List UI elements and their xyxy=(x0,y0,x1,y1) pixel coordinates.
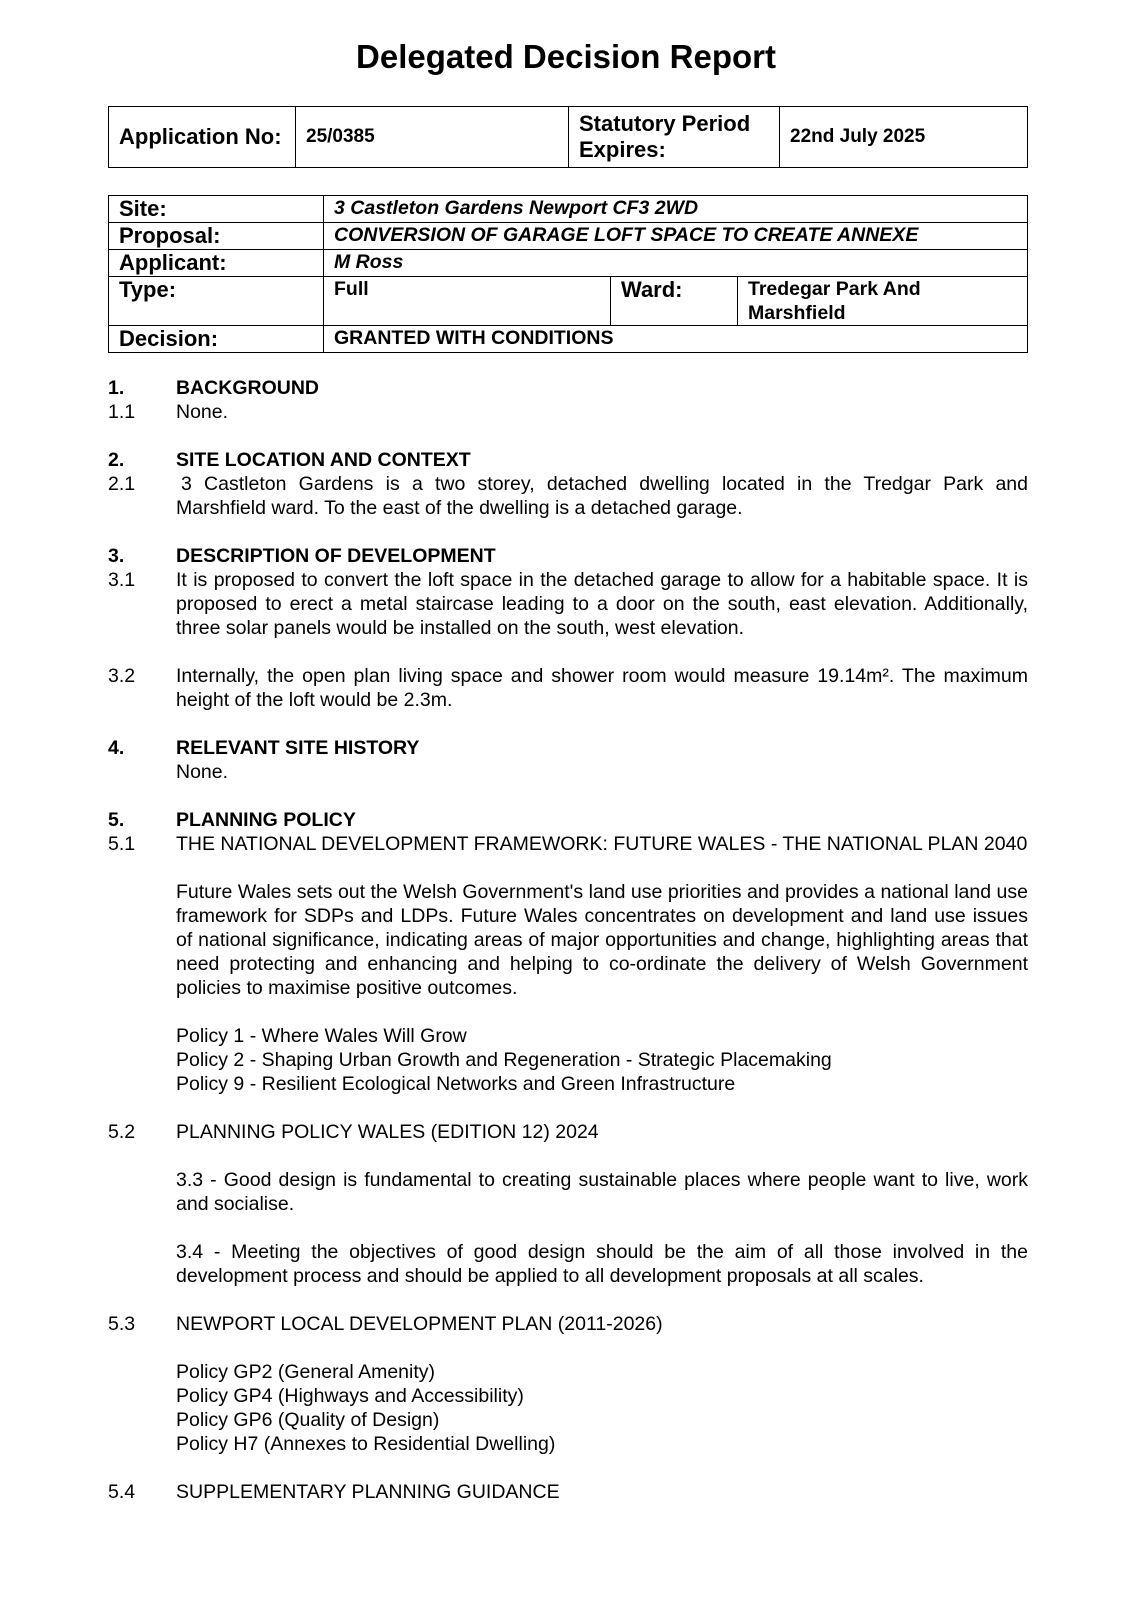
paragraph-5-1-body: Future Wales sets out the Welsh Government's land use priorities and provides a national land use framework for SDPs and LDPs. Future Wales concentrates on development and land use issues of national significance, indicating areas of major opportunities and change, highlighting areas that need protecting and enhancing and helping to co-ordinate the delivery of Welsh Government policies to maximise positive outcomes. xyxy=(176,881,1028,999)
section-number: 1. xyxy=(108,377,125,399)
section-heading-background: BACKGROUND xyxy=(176,377,319,399)
section-heading-description: DESCRIPTION OF DEVELOPMENT xyxy=(176,545,496,567)
paragraph-number: 2.1 xyxy=(108,473,136,495)
decision-value: GRANTED WITH CONDITIONS xyxy=(324,326,1028,353)
statutory-period-date: 22nd July 2025 xyxy=(780,107,1028,168)
paragraph-5-3-heading: NEWPORT LOCAL DEVELOPMENT PLAN (2011-2026) xyxy=(176,1313,663,1335)
proposal-label: Proposal: xyxy=(109,223,324,250)
paragraph-number: 1.1 xyxy=(108,401,136,423)
section-number: 3. xyxy=(108,545,125,567)
paragraph-5-2-b: 3.4 - Meeting the objectives of good design should be the aim of all those involved in the development process and should be applied to all development proposals at all scales. xyxy=(176,1241,1028,1287)
paragraph-number: 5.1 xyxy=(108,833,136,855)
policy-item: Policy GP6 (Quality of Design) xyxy=(176,1409,440,1431)
paragraph-2-1: 3 Castleton Gardens is a two storey, detached dwelling located in the Tredgar Park and Marshfield ward. To the east of the dwelling is a detached garage. xyxy=(176,473,1028,519)
section-heading-planning-policy: PLANNING POLICY xyxy=(176,809,356,831)
section-number: 2. xyxy=(108,449,125,471)
report-body xyxy=(108,376,1028,1504)
policy-item: Policy GP4 (Highways and Accessibility) xyxy=(176,1385,524,1407)
application-info-table xyxy=(108,195,1028,353)
paragraph-number: 5.3 xyxy=(108,1313,136,1335)
paragraph-5-4-heading: SUPPLEMENTARY PLANNING GUIDANCE xyxy=(176,1481,560,1503)
paragraph-number: 3.1 xyxy=(108,569,136,591)
applicant-value: M Ross xyxy=(324,250,1028,277)
section-number: 5. xyxy=(108,809,125,831)
statutory-period-label: Statutory Period Expires: xyxy=(569,107,780,168)
page-title: Delegated Decision Report xyxy=(356,38,776,75)
paragraph-3-2: Internally, the open plan living space and shower room would measure 19.14m². The maximum height of the loft would be 2.3m. xyxy=(176,665,1028,711)
proposal-value: CONVERSION OF GARAGE LOFT SPACE TO CREATE ANNEXE xyxy=(324,223,1028,250)
ward-value: Tredegar Park And Marshfield xyxy=(738,277,1028,326)
policy-item: Policy H7 (Annexes to Residential Dwelling) xyxy=(176,1433,556,1455)
paragraph-5-1-heading: THE NATIONAL DEVELOPMENT FRAMEWORK: FUTURE WALES - THE NATIONAL PLAN 2040 xyxy=(176,833,1028,855)
paragraph-number: 5.2 xyxy=(108,1121,136,1143)
application-header-table xyxy=(108,106,1028,168)
policy-item: Policy GP2 (General Amenity) xyxy=(176,1361,436,1383)
paragraph-5-2-a: 3.3 - Good design is fundamental to creating sustainable places where people want to live, work and socialise. xyxy=(176,1169,1028,1215)
paragraph-5-2-heading: PLANNING POLICY WALES (EDITION 12) 2024 xyxy=(176,1121,599,1143)
section-heading-site-history: RELEVANT SITE HISTORY xyxy=(176,737,420,759)
section-number: 4. xyxy=(108,737,125,759)
type-value: Full xyxy=(324,277,611,326)
decision-label: Decision: xyxy=(109,326,324,353)
paragraph-number: 3.2 xyxy=(108,665,136,687)
site-value: 3 Castleton Gardens Newport CF3 2WD xyxy=(324,196,1028,223)
site-label: Site: xyxy=(109,196,324,223)
type-label: Type: xyxy=(109,277,324,326)
policy-item: Policy 9 - Resilient Ecological Networks and Green Infrastructure xyxy=(176,1073,736,1095)
applicant-label: Applicant: xyxy=(109,250,324,277)
application-no-value: 25/0385 xyxy=(296,107,569,168)
policy-item: Policy 2 - Shaping Urban Growth and Regeneration - Strategic Placemaking xyxy=(176,1049,832,1071)
paragraph-1-1: None. xyxy=(176,401,229,423)
paragraph-3-1: It is proposed to convert the loft space in the detached garage to allow for a habitable space. It is proposed to erect a metal staircase leading to a door on the south, east elevation. Additionally, three solar panels would be installed on the south, west elevation. xyxy=(176,569,1028,639)
site-history-text: None. xyxy=(176,761,229,783)
section-heading-site-location: SITE LOCATION AND CONTEXT xyxy=(176,449,471,471)
application-no-label: Application No: xyxy=(109,107,296,168)
ward-label: Ward: xyxy=(611,277,738,326)
paragraph-number: 5.4 xyxy=(108,1481,136,1503)
policy-item: Policy 1 - Where Wales Will Grow xyxy=(176,1025,467,1047)
